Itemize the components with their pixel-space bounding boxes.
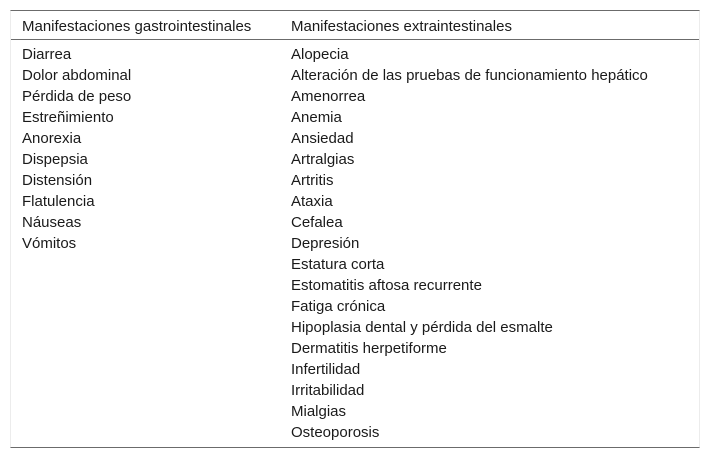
extraintestinal-item: Irritabilidad	[291, 382, 365, 399]
gastrointestinal-item: Pérdida de peso	[22, 88, 132, 105]
extraintestinal-item: Estatura corta	[291, 256, 385, 273]
gastrointestinal-list	[22, 44, 131, 254]
gastrointestinal-item: Náuseas	[22, 214, 82, 231]
extraintestinal-item: Infertilidad	[291, 361, 361, 378]
extraintestinal-item: Hipoplasia dental y pérdida del esmalte	[291, 319, 553, 336]
extraintestinal-item: Alteración de las pruebas de funcionamiento hepático	[291, 67, 648, 84]
extraintestinal-item: Fatiga crónica	[291, 298, 386, 315]
extraintestinal-item: Amenorrea	[291, 88, 366, 105]
extraintestinal-item: Ansiedad	[291, 130, 354, 147]
header-gastrointestinal: Manifestaciones gastrointestinales	[22, 18, 252, 35]
extraintestinal-list	[291, 44, 648, 443]
extraintestinal-item: Artralgias	[291, 151, 355, 168]
gastrointestinal-item: Vómitos	[22, 235, 77, 252]
header-extraintestinal: Manifestaciones extraintestinales	[291, 18, 512, 35]
extraintestinal-item: Cefalea	[291, 214, 343, 231]
manifestations-table	[10, 10, 700, 448]
gastrointestinal-item: Anorexia	[22, 130, 82, 147]
extraintestinal-item: Anemia	[291, 109, 342, 126]
gastrointestinal-item: Estreñimiento	[22, 109, 114, 126]
extraintestinal-item: Estomatitis aftosa recurrente	[291, 277, 482, 294]
gastrointestinal-item: Flatulencia	[22, 193, 95, 210]
gastrointestinal-item: Distensión	[22, 172, 93, 189]
gastrointestinal-item: Dolor abdominal	[22, 67, 132, 84]
extraintestinal-item: Alopecia	[291, 46, 349, 63]
extraintestinal-item: Dermatitis herpetiforme	[291, 340, 447, 357]
extraintestinal-item: Ataxia	[291, 193, 333, 210]
extraintestinal-item: Artritis	[291, 172, 334, 189]
gastrointestinal-item: Diarrea	[22, 46, 72, 63]
extraintestinal-item: Mialgias	[291, 403, 347, 420]
gastrointestinal-item: Dispepsia	[22, 151, 88, 168]
table-header-row	[11, 11, 699, 40]
extraintestinal-item: Depresión	[291, 235, 360, 252]
extraintestinal-item: Osteoporosis	[291, 424, 380, 441]
